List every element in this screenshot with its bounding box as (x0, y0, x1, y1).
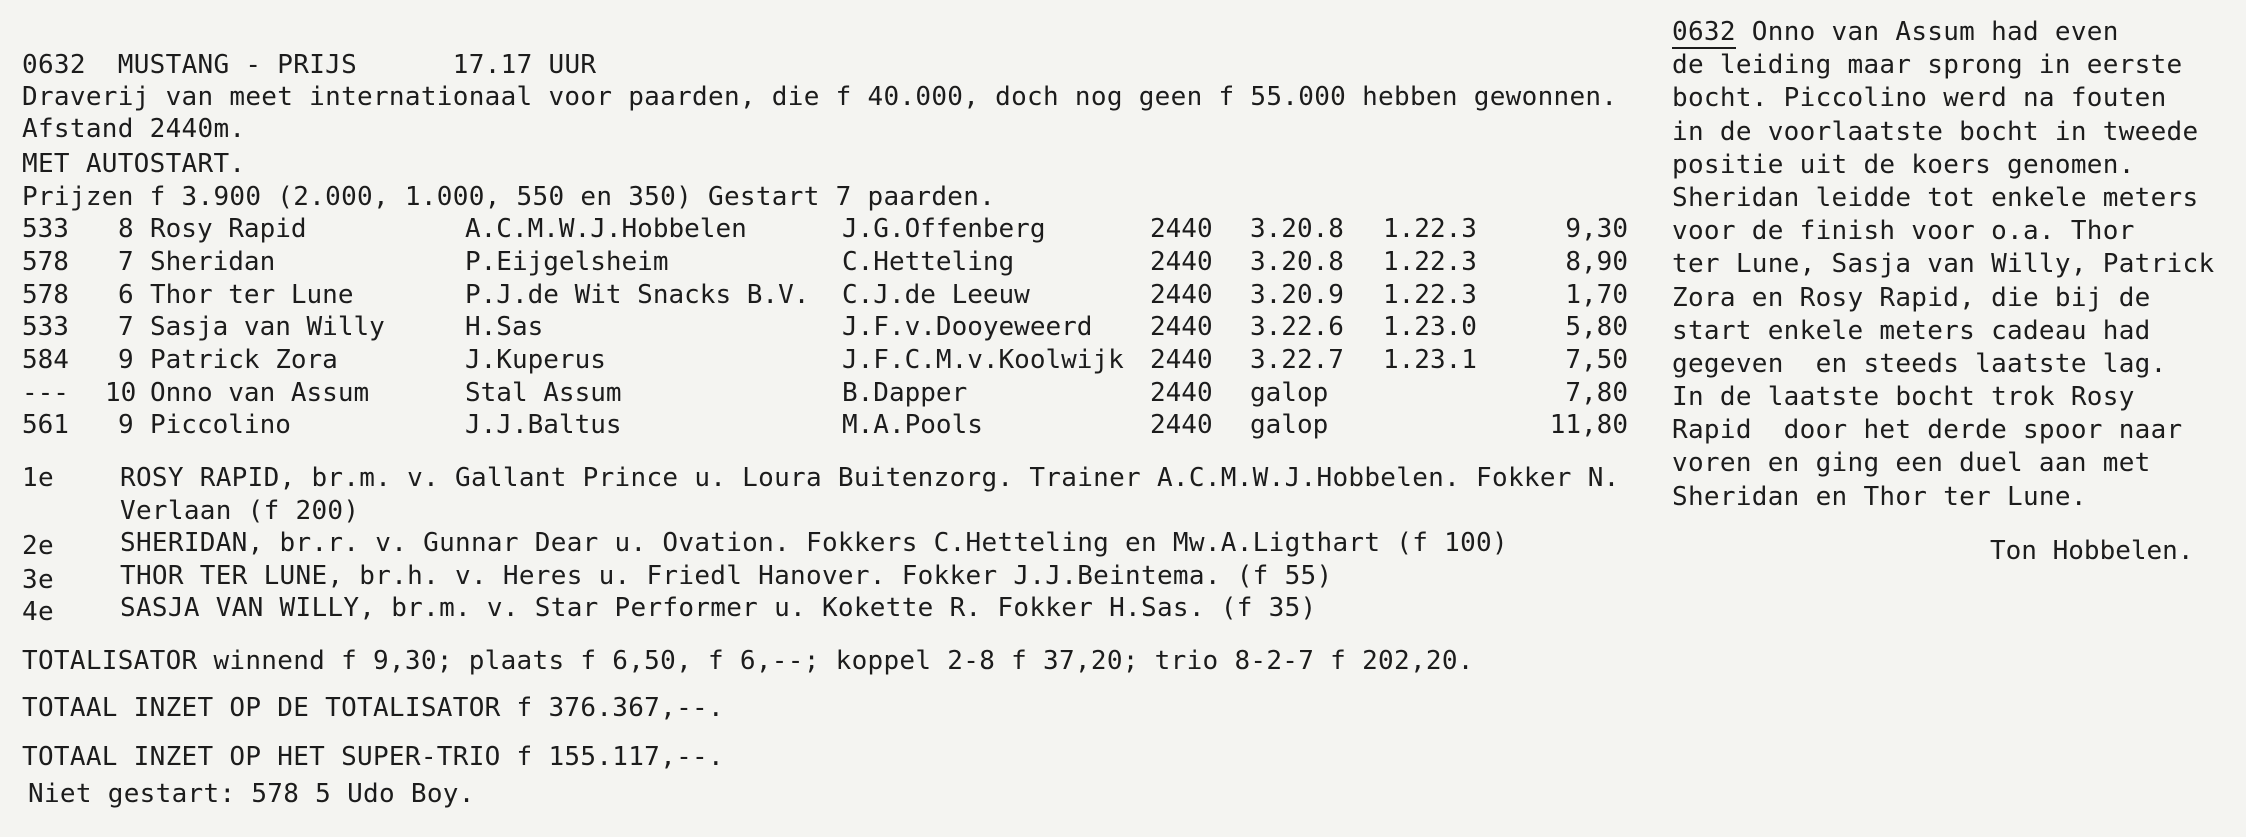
owner: J.J.Baltus (465, 410, 622, 440)
commentary-line: Sheridan en Thor ter Lune. (1672, 481, 2087, 512)
race-time: 3.20.9 (1250, 280, 1344, 310)
table-row (0, 246, 1660, 278)
pedigree-text: ROSY RAPID, br.m. v. Gallant Prince u. Loura Buitenzorg. Trainer A.C.M.W.J.Hobbelen. Fokker N. (120, 463, 1620, 493)
place-label: 4e (22, 597, 54, 627)
commentary-line: Zora en Rosy Rapid, die bij de (1672, 282, 2151, 313)
table-row (0, 311, 1660, 343)
horse-name: Sheridan (150, 247, 276, 277)
owner: J.Kuperus (465, 345, 606, 375)
race-time: 3.20.8 (1250, 247, 1344, 277)
distance: 2440 (1150, 280, 1213, 310)
driver: M.A.Pools (842, 410, 983, 440)
start-position: 9 (118, 345, 134, 375)
commentary-line: voor de finish voor o.a. Thor (1672, 216, 2135, 247)
distance: 2440 (1150, 345, 1213, 375)
totalisator-line: TOTALISATOR winnend f 9,30; plaats f 6,50, f 6,--; koppel 2-8 f 37,20; trio 8-2-7 f 202,20. (22, 646, 1474, 676)
odds: 7,80 (1565, 378, 1628, 408)
commentary-line: de leiding maar sprong in eerste (1672, 50, 2183, 81)
distance: 2440 (1150, 378, 1213, 408)
horse-name: Onno van Assum (150, 378, 370, 408)
odds: 11,80 (1549, 410, 1628, 440)
distance: 2440 (1150, 247, 1213, 277)
odds: 8,90 (1565, 247, 1628, 277)
race-conditions: Draverij van meet internationaal voor paarden, die f 40.000, doch nog geen f 55.000 hebben gewonnen. (22, 82, 1618, 112)
horse-name: Rosy Rapid (150, 214, 307, 244)
owner: H.Sas (465, 312, 544, 342)
start-position: 10 (105, 378, 137, 408)
race-time: galop (1250, 378, 1329, 408)
author-signature: Ton Hobbelen. (1990, 536, 2194, 566)
distance: 2440 (1150, 410, 1213, 440)
race-header (22, 49, 596, 81)
total-bet-line: TOTAAL INZET OP DE TOTALISATOR f 376.367,--. (22, 693, 724, 723)
horse-name: Sasja van Willy (150, 312, 385, 342)
driver: J.F.C.M.v.Koolwijk (842, 345, 1124, 375)
owner: P.J.de Wit Snacks B.V. (465, 280, 810, 310)
driver: J.F.v.Dooyeweerd (842, 312, 1093, 342)
race-time: 3.20.8 (1250, 214, 1344, 244)
driver: B.Dapper (842, 378, 968, 408)
commentary-line: bocht. Piccolino werd na fouten (1672, 83, 2167, 114)
km-time: 1.23.1 (1383, 345, 1477, 375)
race-start-type: MET AUTOSTART. (22, 149, 246, 179)
km-time: 1.22.3 (1383, 280, 1477, 310)
race-time: 17.17 UUR (452, 50, 597, 80)
not-started-line: Niet gestart: 578 5 Udo Boy. (28, 779, 475, 809)
table-row (0, 279, 1660, 311)
race-code: 0632 (22, 50, 86, 80)
distance: 2440 (1150, 214, 1213, 244)
place-label: 1e (22, 463, 54, 493)
commentary-line: In de laatste bocht trok Rosy (1672, 382, 2135, 413)
horse-number: 578 (22, 280, 69, 310)
km-time: 1.22.3 (1383, 214, 1477, 244)
pedigree-text-continued: Verlaan (f 200) (120, 496, 360, 526)
start-position: 9 (118, 410, 134, 440)
pedigree-text: THOR TER LUNE, br.h. v. Heres u. Friedl Hanover. Fokker J.J.Beintema. (f 55) (120, 561, 1333, 591)
table-row (0, 409, 1660, 441)
commentary-line: Sheridan leidde tot enkele meters (1672, 182, 2199, 213)
driver: J.G.Offenberg (842, 214, 1046, 244)
start-position: 7 (118, 312, 134, 342)
race-name: MUSTANG - PRIJS (117, 50, 358, 80)
odds: 5,80 (1565, 312, 1628, 342)
super-trio-line: TOTAAL INZET OP HET SUPER-TRIO f 155.117,--. (22, 742, 724, 772)
horse-name: Thor ter Lune (150, 280, 354, 310)
pedigree-text: SHERIDAN, br.r. v. Gunnar Dear u. Ovation. Fokkers C.Hetteling en Mw.A.Ligthart (f 100) (120, 528, 1508, 558)
horse-number: 561 (22, 410, 69, 440)
place-label: 2e (22, 531, 54, 561)
horse-number: --- (22, 378, 69, 408)
odds: 1,70 (1565, 280, 1628, 310)
horse-number: 533 (22, 214, 69, 244)
commentary-line: 0632 Onno van Assum had even (1672, 17, 2119, 47)
commentary-line: voren en ging een duel aan met (1672, 448, 2151, 479)
owner: A.C.M.W.J.Hobbelen (465, 214, 747, 244)
horse-name: Piccolino (150, 410, 291, 440)
commentary-line: ter Lune, Sasja van Willy, Patrick (1672, 249, 2215, 280)
commentary-line: Rapid door het derde spoor naar (1672, 415, 2183, 446)
start-position: 7 (118, 247, 134, 277)
race-time: 3.22.7 (1250, 345, 1344, 375)
place-label: 3e (22, 565, 54, 595)
race-time: 3.22.6 (1250, 312, 1344, 342)
commentary-line: gegeven en steeds laatste lag. (1672, 348, 2167, 379)
km-time: 1.22.3 (1383, 247, 1477, 277)
commentary-line: in de voorlaatste bocht in tweede (1672, 116, 2199, 147)
horse-name: Patrick Zora (150, 345, 338, 375)
race-reference: 0632 (1672, 17, 1736, 47)
owner: P.Eijgelsheim (465, 247, 669, 277)
race-commentary (1672, 16, 2232, 514)
horse-number: 578 (22, 247, 69, 277)
horse-number: 584 (22, 345, 69, 375)
odds: 9,30 (1565, 214, 1628, 244)
km-time: 1.23.0 (1383, 312, 1477, 342)
owner: Stal Assum (465, 378, 622, 408)
race-distance: Afstand 2440m. (22, 114, 246, 144)
start-position: 8 (118, 214, 134, 244)
race-prizes: Prijzen f 3.900 (2.000, 1.000, 550 en 350) Gestart 7 paarden. (22, 182, 996, 212)
race-time: galop (1250, 410, 1329, 440)
pedigree-text: SASJA VAN WILLY, br.m. v. Star Performer u. Kokette R. Fokker H.Sas. (f 35) (120, 593, 1317, 623)
table-row (0, 377, 1660, 409)
horse-number: 533 (22, 312, 69, 342)
distance: 2440 (1150, 312, 1213, 342)
commentary-line: positie uit de koers genomen. (1672, 149, 2135, 180)
start-position: 6 (118, 280, 134, 310)
driver: C.J.de Leeuw (842, 280, 1030, 310)
odds: 7,50 (1565, 345, 1628, 375)
table-row (0, 344, 1660, 376)
commentary-line: start enkele meters cadeau had (1672, 315, 2151, 346)
table-row (0, 213, 1660, 245)
driver: C.Hetteling (842, 247, 1015, 277)
